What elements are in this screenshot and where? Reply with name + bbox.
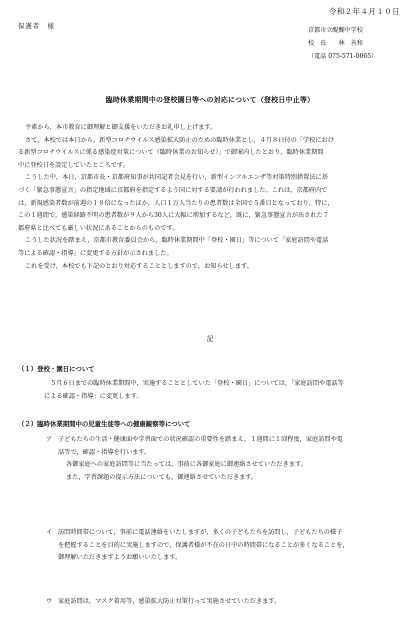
body-line: こうした中，本日，京都市長・京都府知事が共同記者会見を行い，新型インフルエンザ等対策特別措置法に基: [25, 174, 328, 182]
item-line: 御理解いただきますようお願いいたします。: [58, 554, 182, 562]
addressee: 保護者 様: [18, 22, 55, 30]
section-1-body: [44, 378, 404, 403]
item-mark: ウ: [46, 598, 53, 605]
item-line: 家庭訪問は，マスク着用等，感染拡大防止対策行って実施させていただきます。: [58, 598, 281, 605]
item-line: 話等で，確認・指導を行います。: [58, 448, 151, 456]
section-2-item-i: [46, 527, 408, 565]
issue-date: 令和２年４月１０日: [328, 7, 400, 16]
item-line: 子どもたちの生活・健康面や学習面での状況確認の重要性を踏まえ，１週間に１回程度，家庭訪問や電: [58, 436, 343, 443]
body-line: さて，本校では本日から，新型コロナウイルス感染拡大防止のための臨時休業とし，４月８日付の「学校におけ: [25, 136, 334, 144]
section-2-item-u: [46, 596, 408, 609]
principal-name: 校 長 林 善和: [308, 40, 363, 47]
school-name: 京都市立醍醐中学校: [308, 27, 363, 34]
section-1-line: ５月６日までの臨時休業期間中，実施することとしていた「登校・園日」については，「家庭訪問や電話等: [50, 380, 344, 387]
body-line: 都府県と比べても厳しい状況にあることからのものです。: [18, 224, 179, 232]
body-line: は，新規感染者数が前週の１８倍になったほか，人口１万人当たりの患者数は全国で５番目となっており，特に，: [18, 199, 334, 207]
item-mark: イ: [46, 529, 53, 536]
body-line: この１週間で，感染経路不明の患者数が９人から30人に大幅に増加するなど，既に，緊急事態宣言が出された７: [18, 212, 329, 220]
body-line: 中に登校日を設定していたところです。: [18, 161, 129, 169]
body-line: 平素から，本市教育に御理解と御支援をいただきお礼申し上げます。: [25, 124, 217, 131]
body-line: 等による確認・指導」に変更する方針が示されました。: [18, 249, 173, 257]
item-line: 各御家庭への家庭訪問等に当たっては，事前に各御家庭に御連絡させていただきます。: [66, 461, 307, 469]
body-line: る新型コロナウイルスに係る感染症対策について（臨時休業のお知らせ）」で御案内したとおり，臨時休業期間: [18, 149, 324, 157]
section-1-line: による確認・指導」に変更します。: [44, 392, 143, 400]
body-line: づく「緊急事態宣言」の指定地域に京都府を指定するよう国に対する要請が行われました。これは，京都府内で: [18, 186, 328, 194]
body-line: これを受け，本校でも下記のとおり対応することとしますので，お知らせします。: [25, 262, 253, 270]
item-line: 訪問時間帯について，事前に電話連絡をいたしますが，多くの子どもたちを訪問し，子どもたちの様子: [58, 529, 343, 536]
school-phone: （電話 075-571-0065）: [308, 53, 378, 60]
section-1-heading: （１）登校・園日について: [18, 365, 95, 373]
document-title: 臨時休業期間中の登校園日等への対応について（登校日中止等）: [105, 95, 315, 104]
sender-block: [308, 24, 413, 63]
ki-marker: 記: [206, 335, 214, 343]
body-text: [18, 122, 410, 273]
item-mark: ア: [46, 436, 53, 443]
section-2-item-a: [46, 434, 408, 484]
item-line: を把握することを目的に実施しますので，保護者様が不在の日中の時間帯になることが多くなることを，: [58, 541, 349, 549]
body-line: こうした状況を踏まえ，京都市教育委員会から，臨時休業期間中「登校・園日」等について「家庭訪問や電話: [25, 237, 329, 245]
section-2-heading: （２）臨時休業期間中の児童生徒等への健康観察等について: [18, 420, 191, 428]
item-line: また，学習課題の提示方法についても，御連絡させていただきます。: [66, 473, 258, 481]
